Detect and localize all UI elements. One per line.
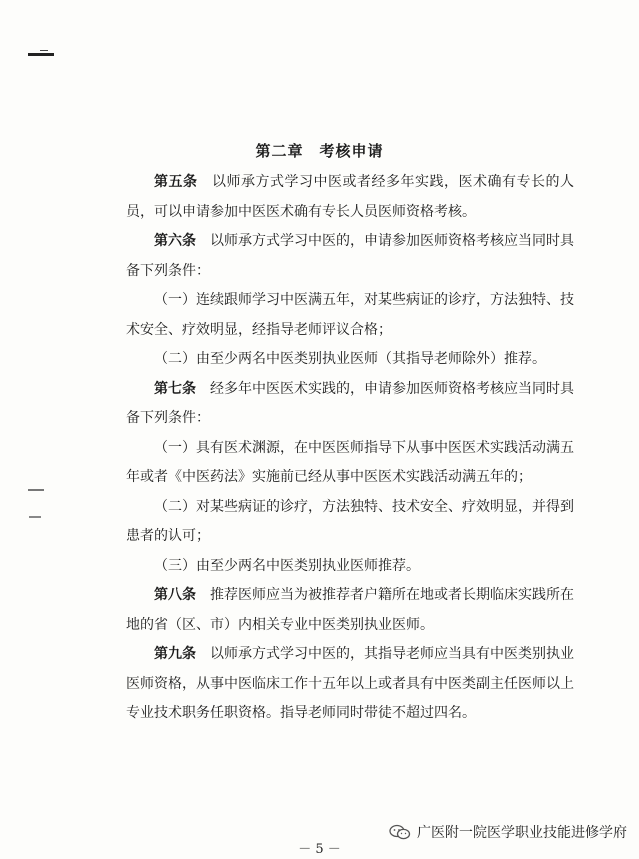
scan-mark bbox=[29, 516, 41, 518]
article-number: 第九条 bbox=[154, 646, 196, 662]
article-text: 以师承方式学习中医的，申请参加医师资格考核应当同时具备下列条件： bbox=[126, 233, 574, 279]
list-item: （二）对某些病证的诊疗，方法独特、技术安全、疗效明显，并得到患者的认可； bbox=[126, 498, 574, 544]
article-text: 以师承方式学习中医的，其指导老师应当具有中医类别执业医师资格，从事中医临床工作十五年以上或者具有中医类副主任医师以上专业技术职务任职资格。指导老师同时带徒不超过四名。 bbox=[126, 646, 574, 721]
article-8 bbox=[126, 581, 574, 640]
article-5 bbox=[126, 168, 574, 227]
article-text: 经多年中医医术实践的，申请参加医师资格考核应当同时具备下列条件： bbox=[126, 380, 574, 426]
list-item: （二）由至少两名中医类别执业医师（其指导老师除外）推荐。 bbox=[154, 351, 546, 367]
article-9 bbox=[126, 640, 574, 729]
list-item: （三）由至少两名中医类别执业医师推荐。 bbox=[154, 557, 420, 574]
chapter-title: 第二章 考核申请 bbox=[255, 142, 384, 160]
scan-mark bbox=[28, 489, 44, 491]
scan-mark bbox=[28, 53, 54, 56]
article-text: 推荐医师应当为被推荐者户籍所在地或者长期临床实践所在地的省（区、市）内相关专业中医类别执业医师。 bbox=[126, 587, 574, 633]
article-number: 第六条 bbox=[154, 233, 196, 249]
list-item: （一）连续跟师学习中医满五年，对某些病证的诊疗，方法独特、技术安全、疗效明显，经指导老师评议合格； bbox=[126, 292, 574, 338]
article-number: 第七条 bbox=[154, 380, 196, 397]
article-6 bbox=[126, 227, 574, 286]
article-7 bbox=[126, 375, 574, 434]
page-number: － 5 － bbox=[298, 842, 341, 857]
document-body bbox=[126, 168, 574, 729]
article-text: 以师承方式学习中医或者经多年实践，医术确有专长的人员，可以申请参加中医医术确有专长人员医师资格考核。 bbox=[126, 174, 574, 220]
article-number: 第五条 bbox=[154, 174, 198, 190]
list-item: （一）具有医术渊源，在中医医师指导下从事中医医术实践活动满五年或者《中医药法》实施前已经从事中医医术实践活动满五年的； bbox=[126, 439, 574, 485]
brand-name: 广医附一院医学职业技能进修学府 bbox=[417, 825, 627, 841]
article-number: 第八条 bbox=[154, 587, 196, 603]
